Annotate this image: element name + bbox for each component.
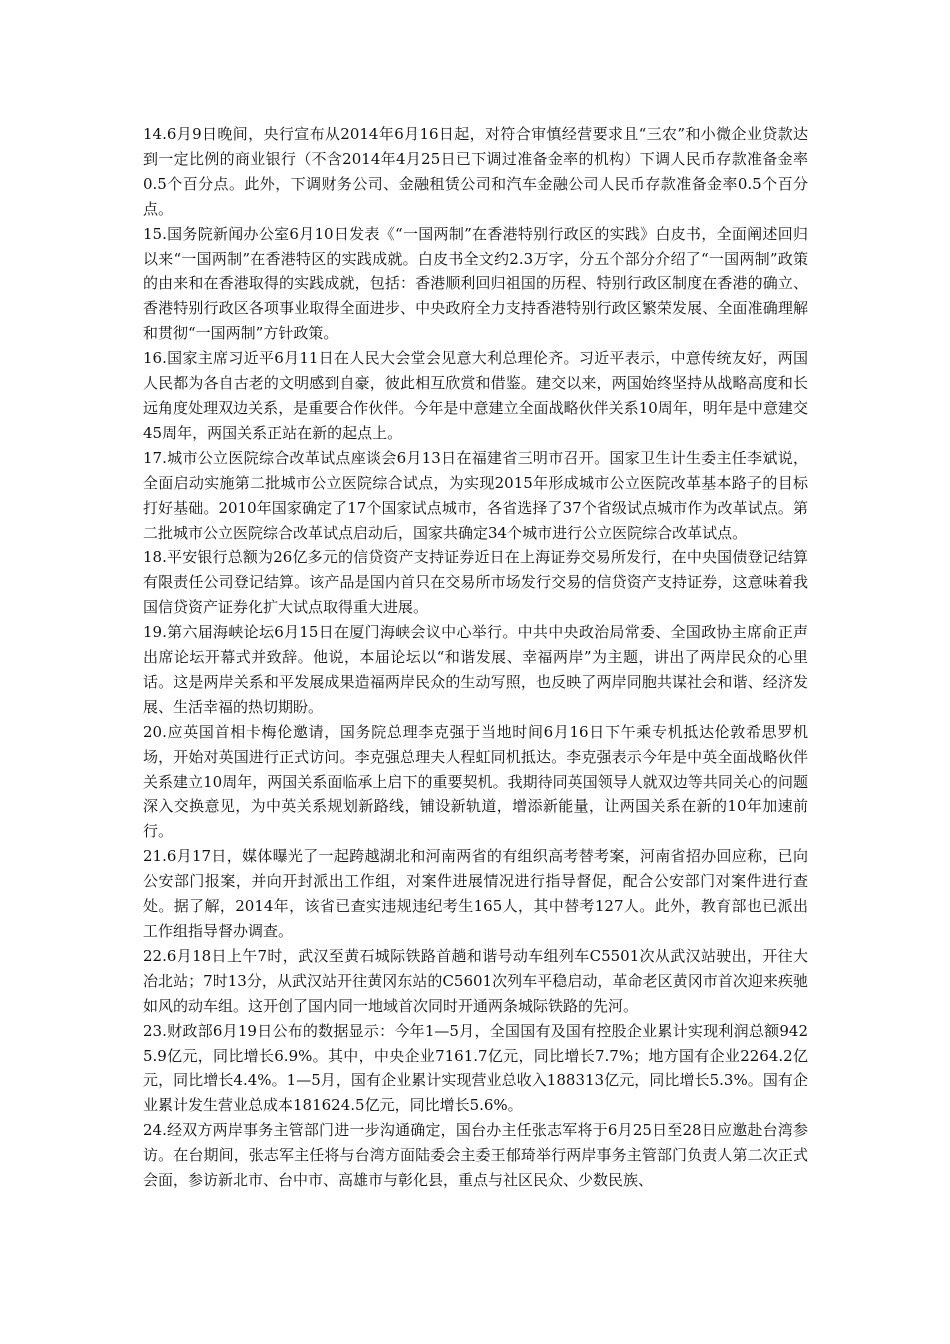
news-item-20: 20.应英国首相卡梅伦邀请，国务院总理李克强于当地时间6月16日下午乘专机抵达伦敦希思罗机场，开始对英国进行正式访问。李克强总理夫人程虹同机抵达。李克强表示今年是中英全面战略伙伴关系建立10周年，两国关系面临承上启下的重要契机。我期待同英国领导人就双边等共同关心的问题深入交换意见，为中英关系规划新路线，铺设新轨道，增添新能量，让两国关系在新的10年加速前行。 xyxy=(143,722,808,841)
news-item-14: 14.6月9日晚间，央行宣布从2014年6月16日起，对符合审慎经营要求且“三农”和小微企业贷款达到一定比例的商业银行（不含2014年4月25日已下调过准备金率的机构）下调人民币存款准备金率0.5个百分点。此外，下调财务公司、金融租赁公司和汽车金融公司人民币存款准备金率0.5个百分点。 xyxy=(143,125,808,218)
news-item-16: 16.国家主席习近平6月11日在人民大会堂会见意大利总理伦齐。习近平表示，中意传统友好，两国人民都为各自古老的文明感到自豪，彼此相互欣赏和借鉴。建交以来，两国始终坚持从战略高度和长远角度处理双边关系，是重要合作伙伴。今年是中意建立全面战略伙伴关系10周年，明年是中意建交45周年，两国关系正站在新的起点上。 xyxy=(143,349,808,442)
news-item-17: 17.城市公立医院综合改革试点座谈会6月13日在福建省三明市召开。国家卫生计生委主任李斌说，全面启动实施第二批城市公立医院综合试点，为实现2015年形成城市公立医院改革基本路子的目标打好基础。2010年国家确定了17个国家试点城市，各省选择了37个省级试点城市作为改革试点。第二批城市公立医院综合改革试点启动后，国家共确定34个城市进行公立医院综合改革试点。 xyxy=(143,448,808,542)
document-page xyxy=(143,122,808,1193)
news-item-15: 15.国务院新闻办公室6月10日发表《“一国两制”在香港特别行政区的实践》白皮书，全面阐述回归以来“一国两制”在香港特区的实践成就。白皮书全文约2.3万字，分五个部分介绍了“一国两制”政策的由来和在香港取得的实践成就，包括：香港顺利回归祖国的历程、特别行政区制度在香港的确立、香港特别行政区各项事业取得全面进步、中央政府全力支持香港特别行政区繁荣发展、全面准确理解和贯彻“一国两制”方针政策。 xyxy=(143,224,808,343)
news-item-21: 21.6月17日，媒体曝光了一起跨越湖北和河南两省的有组织高考替考案，河南省招办回应称，已向公安部门报案，并向开封派出工作组，对案件进展情况进行指导督促，配合公安部门对案件进行查处。据了解，2014年，该省已查实违规违纪考生165人，其中替考127人。此外，教育部也已派出工作组指导督办调查。 xyxy=(143,847,808,940)
news-item-18: 18.平安银行总额为26亿多元的信贷资产支持证券近日在上海证券交易所发行，在中央国债登记结算有限责任公司登记结算。该产品是国内首只在交易所市场发行交易的信贷资产支持证券，这意味着我国信贷资产证券化扩大试点取得重大进展。 xyxy=(143,548,808,617)
news-item-23: 23.财政部6月19日公布的数据显示：今年1—5月，全国国有及国有控股企业累计实现利润总额9425.9亿元，同比增长6.9%。其中，中央企业7161.7亿元，同比增长7.7%；地方国有企业2264.2亿元，同比增长4.4%。1—5月，国有企业累计实现营业总收入188313亿元，同比增长5.3%。国有企业累计发生营业总成本181624.5亿元，同比增长5.6%。 xyxy=(143,1021,808,1115)
news-item-24: 24.经双方两岸事务主管部门进一步沟通确定，国台办主任张志军将于6月25日至28日应邀赴台湾参访。在台期间，张志军主任将与台湾方面陆委会主委王郁琦举行两岸事务主管部门负责人第二次正式会面，参访新北市、台中市、高雄市与彰化县，重点与社区民众、少数民族、 xyxy=(143,1121,808,1190)
news-item-19: 19.第六届海峡论坛6月15日在厦门海峡会议中心举行。中共中央政治局常委、全国政协主席俞正声出席论坛开幕式并致辞。他说，本届论坛以“和谐发展、幸福两岸”为主题，讲出了两岸民众的心里话。这是两岸关系和平发展成果造福两岸民众的生动写照，也反映了两岸同胞共谋社会和谐、经济发展、生活幸福的热切期盼。 xyxy=(143,623,808,716)
news-item-22: 22.6月18日上午7时，武汉至黄石城际铁路首趟和谐号动车组列车C5501次从武汉站驶出，开往大冶北站；7时13分，从武汉站开往黄冈东站的C5601次列车平稳启动，革命老区黄冈市首次迎来疾驰如风的动车组。这开创了国内同一地域首次同时开通两条城际铁路的先河。 xyxy=(143,946,808,1015)
